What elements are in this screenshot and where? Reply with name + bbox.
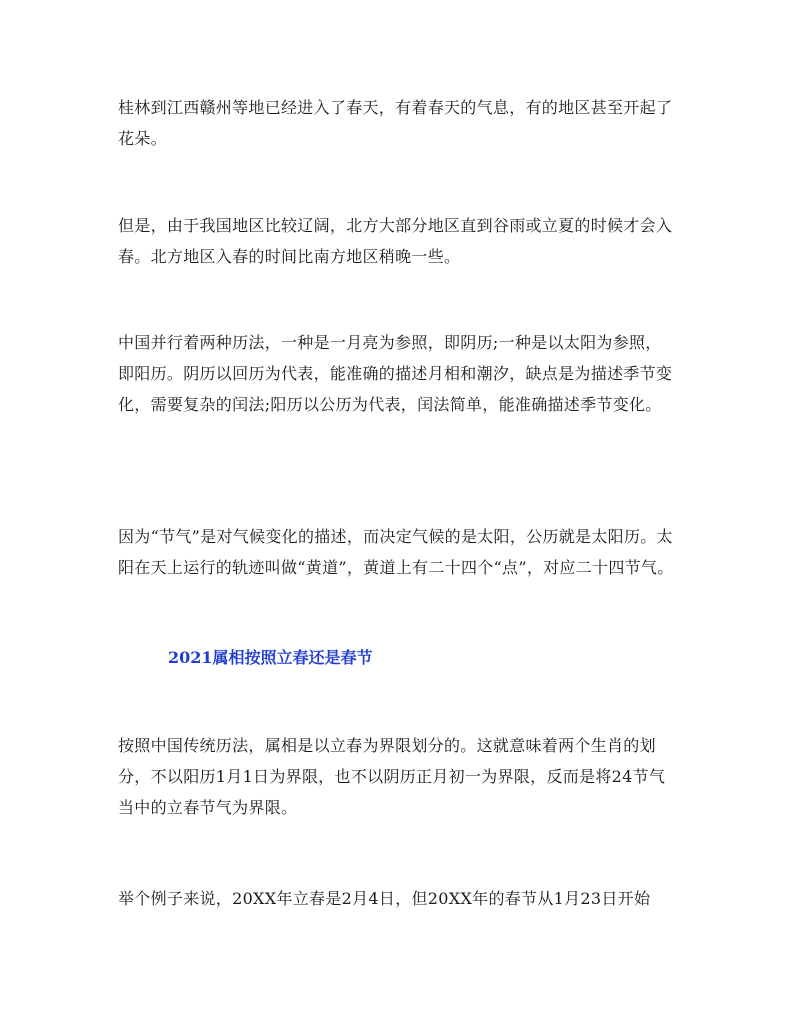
paragraph-zodiac-division: 按照中国传统历法，属相是以立春为界限划分的。这就意味着两个生肖的划分，不以阳历1月1日为界限，也不以阴历正月初一为界限，反而是将24节气当中的立春节气为界限。	[118, 736, 666, 817]
paragraph-solar-terms: 因为“节气”是对气候变化的描述，而决定气候的是太阳，公历就是太阳历。太阳在天上运行的轨迹叫做“黄道”，黄道上有二十四个“点”，对应二十四节气。	[118, 527, 674, 577]
paragraph-north-spring: 但是，由于我国地区比较辽阔，北方大部分地区直到谷雨或立夏的时候才会入春。北方地区入春的时间比南方地区稍晚一些。	[118, 216, 673, 266]
section-heading: 2021属相按照立春还是春节	[168, 648, 373, 667]
paragraph-example: 举个例子来说，20XX年立春是2月4日，但20XX年的春节从1月23日开始	[118, 889, 651, 908]
paragraph-guilin-spring: 桂林到江西赣州等地已经进入了春天，有着春天的气息，有的地区甚至开起了花朵。	[118, 98, 673, 148]
paragraph-two-calendars: 中国并行着两种历法，一种是一月亮为参照，即阴历;一种是以太阳为参照，即阳历。阴历以回历为代表，能准确的描述月相和潮汐，缺点是为描述季节变化，需要复杂的闰法;阳历以公历为代表，闰法简单，能准确描述季节变化。	[118, 333, 673, 414]
